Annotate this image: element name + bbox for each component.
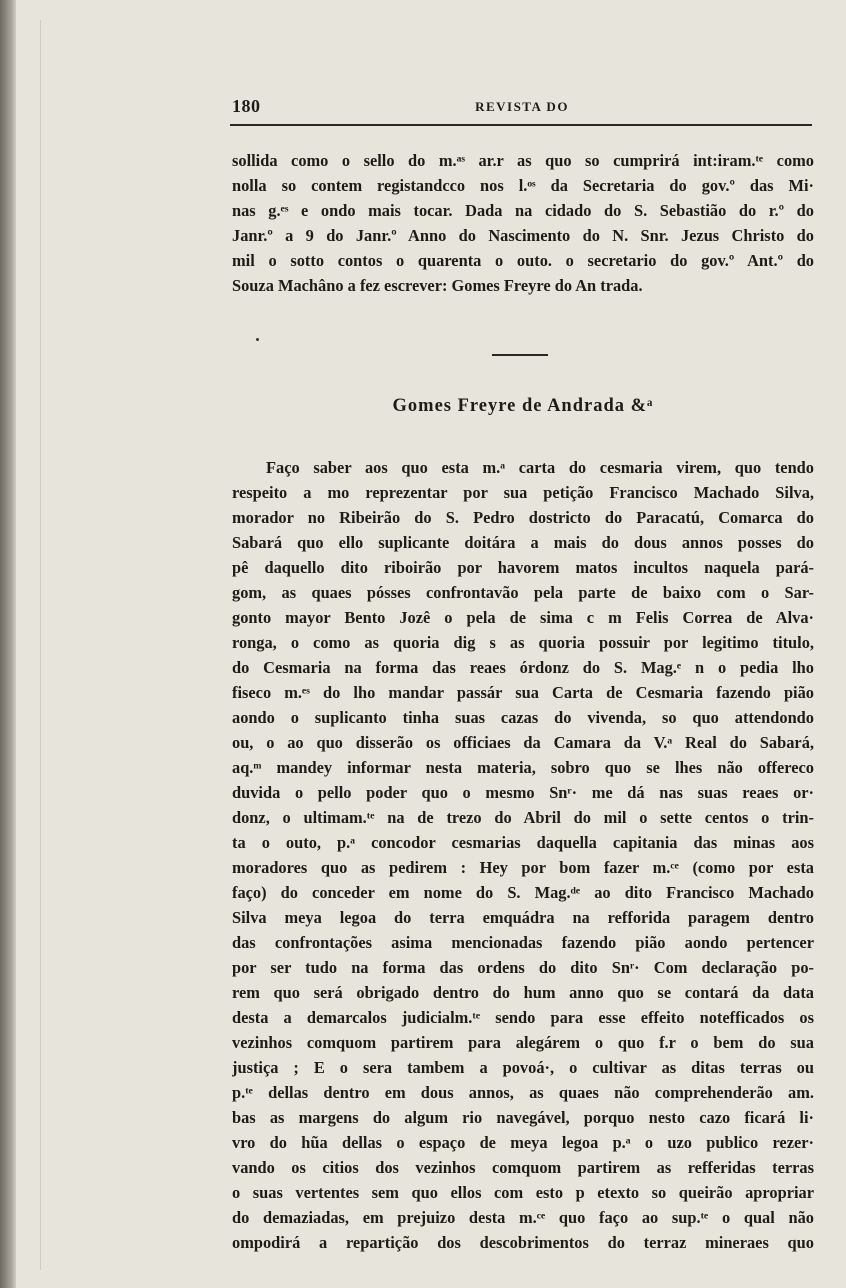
section-separator [492,354,548,356]
text-line: sollida como o sello do m.ᵃˢ ar.r as quo so cumprirá int:iram.ᵗᵉ como [232,151,814,170]
text-line: vezinhos comquom partirem para alegárem o quo f.r o bem do sua [232,1033,814,1052]
text-line: ompodirá a repartição dos descobrimentos do terraz mineraes quo [232,1233,814,1252]
text-line: ronga, o como as quoria dig s as quoria possuir por legitimo titulo, [232,633,814,652]
text-line: fiseco m.ᵉˢ do lho mandar passár sua Carta de Cesmaria fazendo pião [232,683,814,702]
text-line: mil o sotto contos o quarenta o outo. o secretario do gov.º Ant.º do [232,251,814,270]
text-line: donz, o ultimam.ᵗᵉ na de trezo do Abril do mil o sette centos o trin- [232,808,814,827]
text-line: vando os citios dos vezinhos comquom partirem as refferidas terras [232,1158,814,1177]
text-line: pê daquello dito riboirão por havorem matos incultos naquela pará- [232,558,814,577]
text-line: Silva meya legoa do terra emquádra na refforida paragem dentro [232,908,814,927]
text-line: nolla so contem registandcco nos l.ᵒˢ da Secretaria do gov.º das Mi· [232,176,814,195]
text-line: Souza Machâno a fez escrever: Gomes Freyre do An trada. [232,276,643,295]
text-line: morador no Ribeirão do S. Pedro dostricto do Paracatú, Comarca do [232,508,814,527]
text-line: aondo o suplicanto tinha suas cazas do vivenda, so quo attendondo [232,708,814,727]
text-line: ta o outo, p.ᵃ concodor cesmarias daquella capitania das minas aos [232,833,814,852]
text-line: Faço saber aos quo esta m.ᵃ carta do cesmaria virem, quo tendo [266,458,814,477]
intro-paragraph [232,148,814,298]
text-line: Janr.º a 9 do Janr.º Anno do Nascimento do N. Snr. Jezus Christo do [232,226,814,245]
text-line: rem quo será obrigado dentro do hum anno quo se contará da data [232,983,814,1002]
text-line: aq.ᵐ mandey informar nesta materia, sobro quo se lhes não offereco [232,758,814,777]
text-line: Sabará quo ello suplicante doitára a mais do dous annos posses do [232,533,814,552]
text-line: gonto mayor Bento Jozê o pela de sima c m Felis Correa de Alva· [232,608,814,627]
text-line: do Cesmaria na forma das reaes órdonz do S. Mag.ᵉ n o pedia lho [232,658,814,677]
text-line: nas g.ᵉˢ e ondo mais tocar. Dada na cidado do S. Sebastião do r.º do [232,201,814,220]
section-heading: Gomes Freyre de Andrada &ᵃ [392,396,654,416]
page-header [232,96,812,122]
text-line: das confrontações asima mencionadas fazendo pião aondo pertencer [232,933,814,952]
text-line: bas as margens do algum rio navegável, porquo nesto cazo ficará li· [232,1108,814,1127]
header-rule [230,124,812,126]
text-line: p.ᵗᵉ dellas dentro em dous annos, as quaes não comprehenderão am. [232,1083,814,1102]
text-line: do demaziadas, em prejuizo desta m.ᶜᵉ quo faço ao sup.ᵗᵉ o qual não [232,1208,814,1227]
text-line: desta a demarcalos judicialm.ᵗᵉ sendo para esse effeito notefficados os [232,1008,814,1027]
text-line: o suas vertentes sem quo ellos com esto p etexto so queirão apropriar [232,1183,814,1202]
text-line: ou, o ao quo disserão os officiaes da Camara da V.ᵃ Real do Sabará, [232,733,814,752]
text-line: gom, as quaes pósses confrontavão pela parte de baixo com o Sar- [232,583,814,602]
text-line: por ser tudo na forma das ordens do dito Snʳ· Com declaração po- [232,958,814,977]
page-number: 180 [232,96,261,116]
text-line: moradores quo as pedirem : Hey por bom fazer m.ᶜᵉ (como por esta [232,858,814,877]
text-line: justiça ; E o sera tambem a povoá·, o cultivar as ditas terras ou [232,1058,814,1077]
stray-mark [256,338,259,341]
running-head: REVISTA DO [475,99,569,114]
text-line: vro do hũa dellas o espaço de meya legoa p.ᵃ o uzo publico rezer· [232,1133,814,1152]
text-line: duvida o pello poder quo o mesmo Snʳ· me dá nas suas reaes or· [232,783,814,802]
section-body [232,455,814,1255]
text-line: respeito a mo reprezentar por sua petição Francisco Machado Silva, [232,483,814,502]
text-line: faço) do conceder em nome do S. Mag.ᵈᵉ ao dito Francisco Machado [232,883,814,902]
